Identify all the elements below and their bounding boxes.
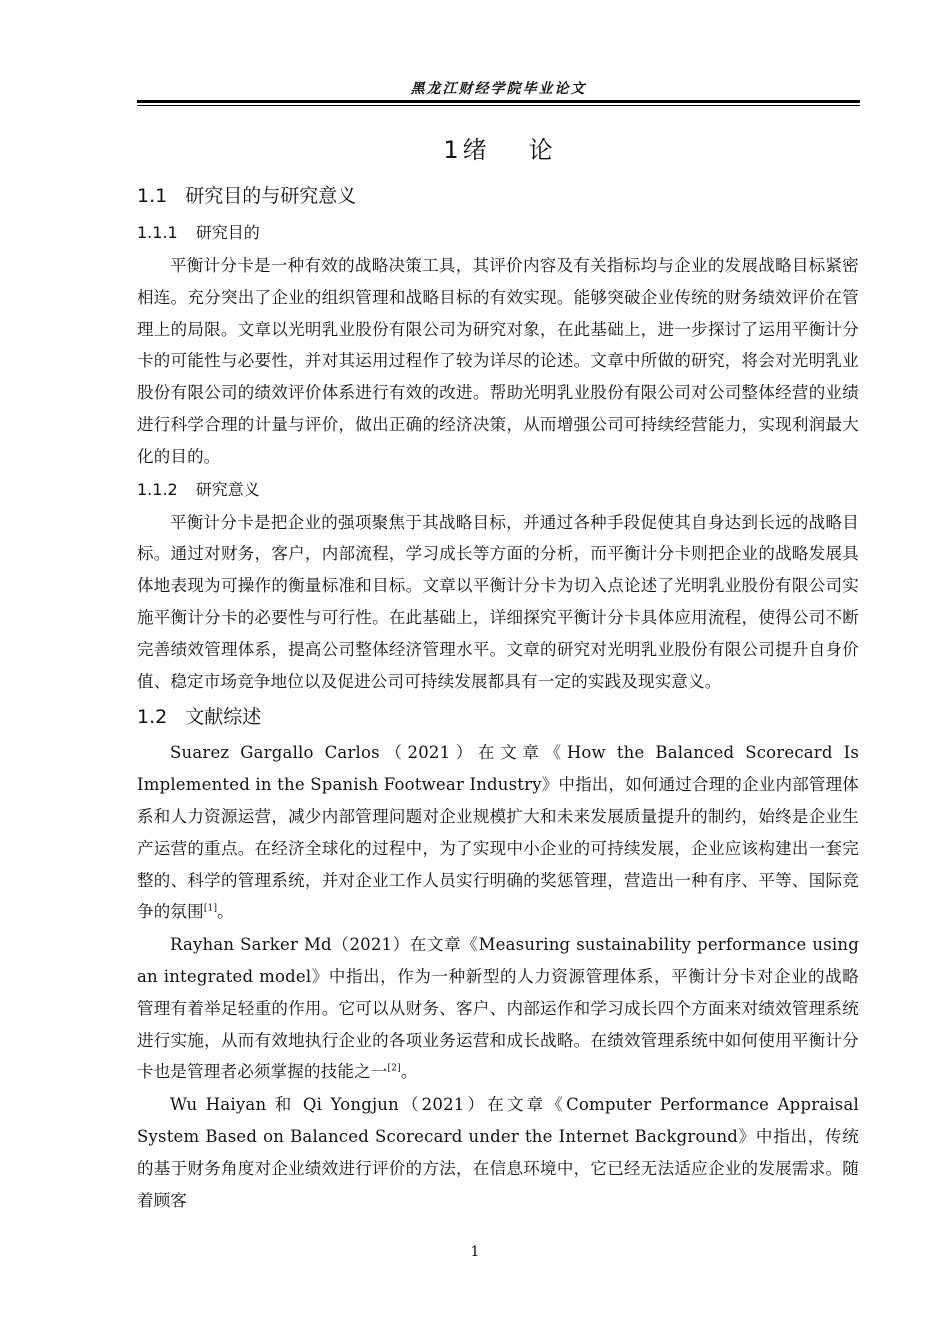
section-title: 文献综述 bbox=[185, 706, 262, 729]
section-heading-1-2 bbox=[137, 697, 859, 737]
paragraph-text: Suarez Gargallo Carlos（2021）在文章《How the Balanced Scorecard Is Implemented in the Spanish Footwear Industry》中指出，如何通过合理的企业内部管理体系和人力资源运营，减少内部管理问题对企业规模扩大和未来发展质量提升的制约，始终是企业生产运营的重点。在经济全球化的过程中，为了实现中小企业的可持续发展，企业应该构建出一套完整的、科学的管理系统，并对企业工作人员实行明确的奖惩管理，营造出一种有序、平等、国际竞争的氛围 bbox=[137, 743, 860, 922]
section-heading-1-1-2 bbox=[137, 473, 859, 507]
section-title: 研究目的 bbox=[195, 223, 260, 242]
section-title: 研究意义 bbox=[195, 479, 260, 499]
main-content bbox=[137, 130, 859, 1216]
section-title: 研究目的与研究意义 bbox=[185, 185, 357, 207]
page-number: 1 bbox=[470, 1244, 480, 1260]
section-number: 1.2 bbox=[137, 706, 168, 729]
paragraph-lit-review-2 bbox=[137, 929, 859, 1088]
section-number: 1.1.2 bbox=[137, 479, 178, 499]
chapter-title-char-1: 绪 bbox=[462, 136, 487, 164]
citation-ref: [1] bbox=[203, 903, 218, 914]
chapter-title bbox=[137, 130, 859, 170]
paragraph-research-significance: 平衡计分卡是把企业的强项聚焦于其战略目标，并通过各种手段促使其自身达到长远的战略目标。通过对财务，客户，内部流程，学习成长等方面的分析，而平衡计分卡则把企业的战略发展具体地表现为可操作的衡量标准和目标。文章以平衡计分卡为切入点论述了光明乳业股份有限公司实施平衡计分卡的必要性与可行性。在此基础上，详细探究平衡计分卡具体应用流程，使得公司不断完善绩效管理体系，提高公司整体经济管理水平。文章的研究对光明乳业股份有限公司提升自身价值、稳定市场竞争地位以及促进公司可持续发展都具有一定的实践及现实意义。 bbox=[137, 512, 859, 691]
header-rule-thick bbox=[137, 100, 860, 103]
running-header: 黑龙江财经学院毕业论文 bbox=[410, 81, 587, 97]
header-rule-thin bbox=[137, 105, 860, 106]
paragraph-lit-review-1 bbox=[137, 737, 859, 928]
section-heading-1-1-1 bbox=[137, 216, 859, 250]
paragraph-lit-review-3: Wu Haiyan 和 Qi Yongjun（2021）在文章《Computer Performance Appraisal System Based on Balanced Scorecard under the Internet Background》中指出，传统的基于财务角度对企业绩效进行评价的方法，在信息环境中，它已经无法适应企业的发展需求。随着顾客 bbox=[137, 1095, 859, 1210]
section-heading-1-1 bbox=[137, 176, 859, 216]
paragraph-end: 。 bbox=[400, 1062, 418, 1082]
paragraph-text: Rayhan Sarker Md（2021）在文章《Measuring sustainability performance using an integrated model》中指出，作为一种新型的人力资源管理体系，平衡计分卡对企业的战略管理有着举足轻重的作用。它可以从财务、客户、内部运作和学习成长四个方面来对绩效管理系统进行实施，从而有效地执行企业的各项业务运营和成长战略。在绩效管理系统中如何使用平衡计分卡也是管理者必须掌握的技能之一 bbox=[137, 935, 859, 1082]
section-number: 1.1 bbox=[137, 185, 168, 207]
chapter-number: 1 bbox=[443, 136, 459, 164]
section-number: 1.1.1 bbox=[137, 223, 178, 242]
paragraph-research-purpose: 平衡计分卡是一种有效的战略决策工具，其评价内容及有关指标均与企业的发展战略目标紧密相连。充分突出了企业的组织管理和战略目标的有效实现。能够突破企业传统的财务绩效评价在管理上的局限。文章以光明乳业股份有限公司为研究对象，在此基础上，进一步探讨了运用平衡计分卡的可能性与必要性，并对其运用过程作了较为详尽的论述。文章中所做的研究，将会对光明乳业股份有限公司的绩效评价体系进行有效的改进。帮助光明乳业股份有限公司对公司整体经营的业绩进行科学合理的计量与评价，做出正确的经济决策，从而增强公司可持续经营能力，实现利润最大化的目的。 bbox=[137, 256, 859, 466]
paragraph-end: 。 bbox=[217, 902, 234, 922]
citation-ref: [2] bbox=[387, 1063, 401, 1074]
chapter-title-char-2: 论 bbox=[528, 136, 553, 164]
